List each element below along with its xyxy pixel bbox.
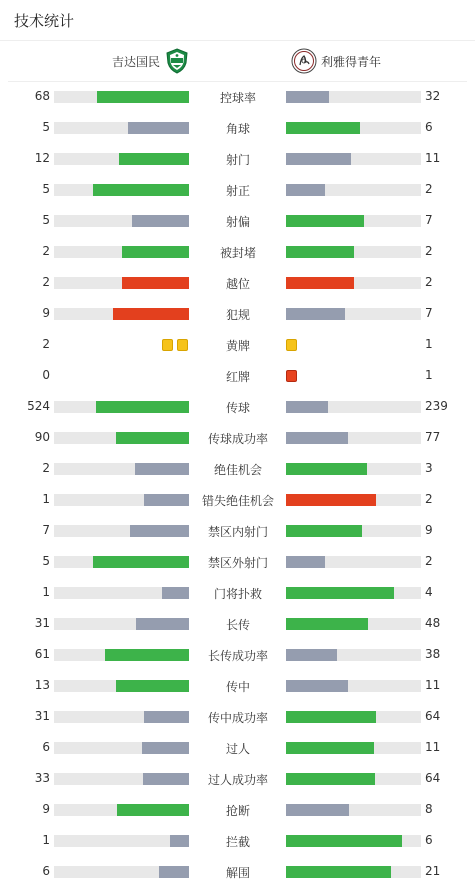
home-bar-track xyxy=(54,804,189,816)
stat-label: 越位 xyxy=(225,277,250,291)
home-bar-fill xyxy=(96,401,189,413)
away-bar-fill xyxy=(286,742,374,754)
home-value: 5 xyxy=(42,120,50,134)
home-bar-fill xyxy=(93,556,189,568)
away-value: 9 xyxy=(425,523,433,537)
away-bar-track xyxy=(286,91,421,103)
home-bar-track xyxy=(54,401,189,413)
stat-label: 红牌 xyxy=(225,370,250,384)
away-bar-track xyxy=(286,835,421,847)
away-bar-fill xyxy=(286,308,345,320)
away-value: 2 xyxy=(425,492,433,506)
home-value: 2 xyxy=(42,244,50,258)
home-value: 1 xyxy=(42,585,50,599)
stat-label: 门将扑救 xyxy=(213,587,262,601)
stat-label: 被封堵 xyxy=(219,246,256,260)
stat-label: 传中成功率 xyxy=(207,711,268,725)
home-value: 33 xyxy=(34,771,50,785)
stat-label: 控球率 xyxy=(219,91,256,105)
home-value: 5 xyxy=(42,182,50,196)
away-bar-track xyxy=(286,153,421,165)
away-bar-fill xyxy=(286,401,328,413)
stat-row xyxy=(0,794,475,825)
home-value: 1 xyxy=(42,833,50,847)
away-bar-track xyxy=(286,804,421,816)
stat-row xyxy=(0,856,475,887)
away-bar-fill xyxy=(286,153,351,165)
stat-row xyxy=(0,546,475,577)
stat-label: 角球 xyxy=(225,122,250,136)
stat-row xyxy=(0,329,475,360)
away-bar-fill xyxy=(286,711,376,723)
stat-row xyxy=(0,670,475,701)
home-bar-track xyxy=(54,835,189,847)
home-value: 1 xyxy=(42,492,50,506)
home-bar-track xyxy=(54,773,189,785)
red-card-icon xyxy=(286,370,297,382)
away-bar-track xyxy=(286,184,421,196)
home-bar-track xyxy=(54,494,189,506)
away-value: 11 xyxy=(425,151,441,165)
stat-label: 传中 xyxy=(225,680,250,694)
home-bar-fill xyxy=(113,308,189,320)
stat-row xyxy=(0,763,475,794)
away-bar-fill xyxy=(286,525,362,537)
away-team[interactable] xyxy=(291,48,381,74)
away-bar-fill xyxy=(286,618,368,630)
away-bar-fill xyxy=(286,587,394,599)
home-value: 6 xyxy=(42,864,50,878)
away-bar-fill xyxy=(286,835,402,847)
stat-row xyxy=(0,205,475,236)
stat-label: 传球 xyxy=(225,401,250,415)
stat-row xyxy=(0,732,475,763)
stat-row xyxy=(0,484,475,515)
away-value: 7 xyxy=(425,213,433,227)
home-team[interactable] xyxy=(112,48,189,74)
away-bar-track xyxy=(286,215,421,227)
away-value: 7 xyxy=(425,306,433,320)
away-value: 1 xyxy=(425,337,433,351)
stat-label: 犯规 xyxy=(225,308,250,322)
stat-row xyxy=(0,577,475,608)
home-bar-fill xyxy=(159,866,189,878)
home-team-crest-icon xyxy=(165,48,189,74)
home-bar-fill xyxy=(128,122,189,134)
away-value: 21 xyxy=(425,864,441,878)
stat-label: 过人 xyxy=(225,742,250,756)
away-bar-fill xyxy=(286,649,337,661)
away-bar-track xyxy=(286,122,421,134)
away-value: 2 xyxy=(425,244,433,258)
home-bar-track xyxy=(54,680,189,692)
away-bar-track xyxy=(286,246,421,258)
stat-label: 解围 xyxy=(225,866,250,880)
stat-label: 过人成功率 xyxy=(207,773,268,787)
away-bar-fill xyxy=(286,804,349,816)
home-value: 13 xyxy=(34,678,50,692)
stat-row xyxy=(0,515,475,546)
away-bar-track xyxy=(286,277,421,289)
home-bar-fill xyxy=(116,680,189,692)
away-bar-track xyxy=(286,618,421,630)
away-team-crest-icon xyxy=(291,48,317,74)
away-bar-track xyxy=(286,494,421,506)
away-bar-track xyxy=(286,587,421,599)
home-cards xyxy=(162,339,188,351)
home-team-name: 吉达国民 xyxy=(111,54,160,69)
away-bar-track xyxy=(286,649,421,661)
stat-row xyxy=(0,236,475,267)
home-value: 12 xyxy=(34,151,50,165)
yellow-card-icon xyxy=(162,339,173,351)
home-bar-track xyxy=(54,215,189,227)
home-bar-fill xyxy=(136,618,189,630)
home-value: 61 xyxy=(34,647,50,661)
home-value: 9 xyxy=(42,802,50,816)
home-bar-fill xyxy=(116,432,189,444)
away-bar-fill xyxy=(286,463,367,475)
home-bar-fill xyxy=(119,153,189,165)
away-bar-fill xyxy=(286,773,375,785)
home-value: 31 xyxy=(34,709,50,723)
home-bar-track xyxy=(54,246,189,258)
home-bar-track xyxy=(54,556,189,568)
stat-label: 射正 xyxy=(225,184,250,198)
stat-label: 黄牌 xyxy=(225,339,250,353)
away-bar-track xyxy=(286,308,421,320)
home-bar-track xyxy=(54,122,189,134)
away-cards xyxy=(286,370,297,382)
home-value: 31 xyxy=(34,616,50,630)
stat-row xyxy=(0,825,475,856)
home-bar-fill xyxy=(122,246,190,258)
away-bar-track xyxy=(286,866,421,878)
home-bar-fill xyxy=(142,742,189,754)
away-bar-fill xyxy=(286,215,364,227)
away-value: 8 xyxy=(425,802,433,816)
home-value: 2 xyxy=(42,461,50,475)
home-bar-fill xyxy=(162,587,189,599)
away-value: 11 xyxy=(425,740,441,754)
home-value: 524 xyxy=(27,399,50,413)
home-bar-track xyxy=(54,711,189,723)
home-bar-track xyxy=(54,308,189,320)
home-bar-track xyxy=(54,91,189,103)
home-value: 7 xyxy=(42,523,50,537)
stat-label: 禁区外射门 xyxy=(207,556,268,570)
home-bar-fill xyxy=(135,463,189,475)
home-bar-track xyxy=(54,866,189,878)
away-value: 32 xyxy=(425,89,441,103)
stat-row xyxy=(0,174,475,205)
stat-row xyxy=(0,267,475,298)
home-value: 0 xyxy=(42,368,50,382)
home-bar-fill xyxy=(144,711,189,723)
stat-label: 禁区内射门 xyxy=(207,525,268,539)
away-bar-fill xyxy=(286,556,325,568)
home-bar-fill xyxy=(144,494,189,506)
stat-row xyxy=(0,112,475,143)
home-bar-track xyxy=(54,525,189,537)
away-value: 1 xyxy=(425,368,433,382)
home-bar-track xyxy=(54,153,189,165)
home-bar-track xyxy=(54,618,189,630)
away-value: 6 xyxy=(425,120,433,134)
yellow-card-icon xyxy=(286,339,297,351)
away-bar-track xyxy=(286,463,421,475)
stat-row xyxy=(0,298,475,329)
away-value: 2 xyxy=(425,182,433,196)
stat-label: 绝佳机会 xyxy=(213,463,262,477)
yellow-card-icon xyxy=(177,339,188,351)
away-bar-fill xyxy=(286,91,329,103)
away-bar-fill xyxy=(286,494,376,506)
stat-row xyxy=(0,453,475,484)
away-bar-track xyxy=(286,556,421,568)
away-bar-track xyxy=(286,742,421,754)
stat-row xyxy=(0,639,475,670)
home-bar-fill xyxy=(130,525,189,537)
home-bar-track xyxy=(54,277,189,289)
away-bar-track xyxy=(286,773,421,785)
home-value: 9 xyxy=(42,306,50,320)
stat-label: 射门 xyxy=(225,153,250,167)
home-bar-track xyxy=(54,649,189,661)
home-value: 2 xyxy=(42,275,50,289)
home-bar-track xyxy=(54,587,189,599)
home-value: 6 xyxy=(42,740,50,754)
away-bar-fill xyxy=(286,246,354,258)
stats-list xyxy=(0,81,475,887)
home-bar-fill xyxy=(105,649,189,661)
stat-row xyxy=(0,81,475,112)
stat-label: 长传成功率 xyxy=(207,649,268,663)
home-bar-fill xyxy=(97,91,189,103)
home-value: 2 xyxy=(42,337,50,351)
home-bar-fill xyxy=(132,215,189,227)
away-value: 239 xyxy=(425,399,448,413)
away-value: 6 xyxy=(425,833,433,847)
away-value: 64 xyxy=(425,709,441,723)
stat-label: 抢断 xyxy=(225,804,250,818)
stat-label: 长传 xyxy=(225,618,250,632)
home-bar-fill xyxy=(117,804,189,816)
header-divider xyxy=(0,40,475,41)
home-bar-track xyxy=(54,742,189,754)
stat-row xyxy=(0,701,475,732)
away-value: 64 xyxy=(425,771,441,785)
away-bar-fill xyxy=(286,277,354,289)
home-bar-fill xyxy=(143,773,189,785)
away-value: 4 xyxy=(425,585,433,599)
home-bar-fill xyxy=(93,184,189,196)
away-value: 3 xyxy=(425,461,433,475)
away-bar-track xyxy=(286,432,421,444)
away-bar-fill xyxy=(286,432,348,444)
away-bar-fill xyxy=(286,122,360,134)
home-bar-track xyxy=(54,463,189,475)
stat-label: 射偏 xyxy=(225,215,250,229)
away-bar-fill xyxy=(286,184,325,196)
stat-row xyxy=(0,143,475,174)
home-bar-fill xyxy=(122,277,190,289)
stat-row xyxy=(0,360,475,391)
away-bar-track xyxy=(286,401,421,413)
home-value: 5 xyxy=(42,213,50,227)
home-value: 68 xyxy=(34,89,50,103)
stat-label: 传球成功率 xyxy=(207,432,268,446)
away-bar-track xyxy=(286,680,421,692)
home-bar-track xyxy=(54,184,189,196)
stat-row xyxy=(0,391,475,422)
away-cards xyxy=(286,339,297,351)
away-value: 38 xyxy=(425,647,441,661)
stat-row xyxy=(0,422,475,453)
away-bar-track xyxy=(286,711,421,723)
away-bar-track xyxy=(286,525,421,537)
stat-label: 错失绝佳机会 xyxy=(201,494,274,508)
home-value: 90 xyxy=(34,430,50,444)
away-bar-fill xyxy=(286,680,348,692)
away-value: 77 xyxy=(425,430,441,444)
away-value: 2 xyxy=(425,554,433,568)
home-value: 5 xyxy=(42,554,50,568)
away-value: 11 xyxy=(425,678,441,692)
away-team-name: 利雅得青年 xyxy=(321,54,382,69)
away-value: 48 xyxy=(425,616,441,630)
page-title: 技术统计 xyxy=(14,12,75,30)
home-bar-track xyxy=(54,432,189,444)
stat-row xyxy=(0,608,475,639)
away-value: 2 xyxy=(425,275,433,289)
away-bar-fill xyxy=(286,866,391,878)
stat-label: 拦截 xyxy=(225,835,250,849)
home-bar-fill xyxy=(170,835,189,847)
